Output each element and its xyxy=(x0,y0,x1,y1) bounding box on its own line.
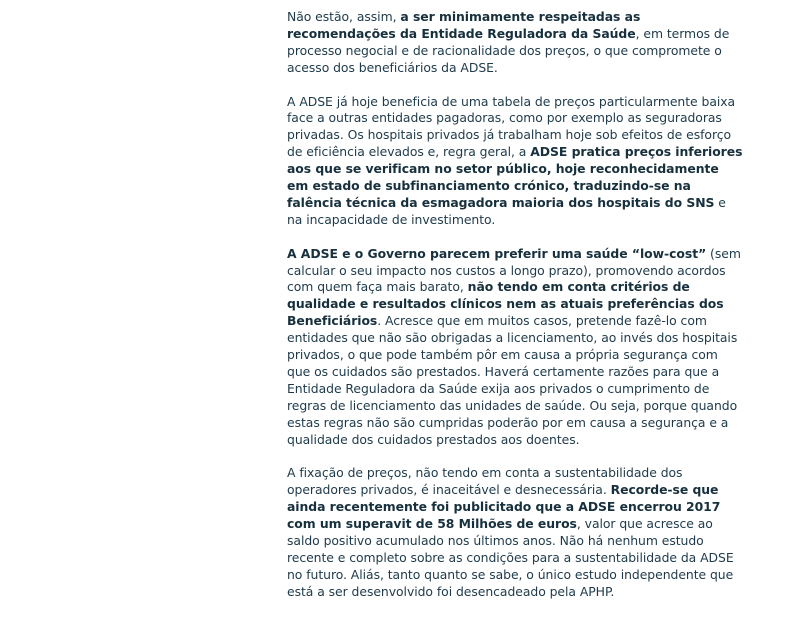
paragraph-3 xyxy=(287,246,743,449)
bold-text-segment: a ser minimamente respeitadas as recomendações da Entidade Reguladora da Saúde xyxy=(287,9,641,41)
text-segment: A ADSE já hoje beneficia de uma tabela de preços particularmente baixa face a outras entidades pagadoras, como por exemplo as seguradoras privadas. Os hospitais privados já trabalham hoje sob efeitos de esforço de eficiência elevados e, regra geral, a xyxy=(287,93,736,160)
paragraph-4 xyxy=(287,465,743,600)
bold-text-segment: ADSE pratica preços inferiores aos que se verificam no setor público, hoje reconhecidamente em estado de subfinanciamento crónico, traduzindo-se na falência técnica da esmagadora maioria dos hospitais do SNS xyxy=(287,144,743,210)
text-segment: , valor que acresce ao saldo positivo acumulado nos últimos anos. Não há nenhum estudo recente e completo sobre as condições para a sustentabilidade da ADSE no futuro. Aliás, tanto quanto se sabe, o único estudo independente que está a ser desenvolvido foi desencadeado pela APHP. xyxy=(287,516,734,599)
text-segment: Não estão, assim, xyxy=(287,9,401,24)
text-segment: (sem calcular o seu impacto nos custos a longo prazo), promovendo acordos com quem faça mais barato, xyxy=(287,245,741,295)
text-segment: , em termos de processo negocial e de racionalidade dos preços, o que compromete o acesso dos beneficiários da ADSE. xyxy=(287,25,730,75)
bold-text-segment: A ADSE e o Governo parecem preferir uma saúde “low-cost” xyxy=(287,245,707,261)
text-segment: A fixação de preços, não tendo em conta a sustentabilidade dos operadores privados, é inaceitável e desnecessária. xyxy=(287,465,683,498)
bold-text-segment: Recorde-se que ainda recentemente foi publicitado que a ADSE encerrou 2017 com um superavit de 58 Milhões de euros xyxy=(287,482,721,532)
paragraph-2 xyxy=(287,94,743,229)
text-segment: e na incapacidade de investimento. xyxy=(287,194,726,227)
paragraph-1 xyxy=(287,9,743,77)
text-segment: . Acresce que em muitos casos, pretende fazê-lo com entidades que não são obrigadas a licenciamento, ao invés dos hospitais privados, o que pode também pôr em causa a própria segurança com que os cuidados são prestados. Haverá certamente razões para que a Entidade Reguladora da Saúde exija aos privados o cumprimento de regras de licenciamento das unidades de saúde. Ou seja, porque quando estas regras não são cumpridas poderão por em causa a segurança e a qualidade dos cuidados prestados aos doentes. xyxy=(287,313,738,447)
article-body xyxy=(287,9,743,618)
bold-text-segment: não tendo em conta critérios de qualidade e resultados clínicos nem as atuais preferências dos Beneficiários xyxy=(287,279,724,329)
